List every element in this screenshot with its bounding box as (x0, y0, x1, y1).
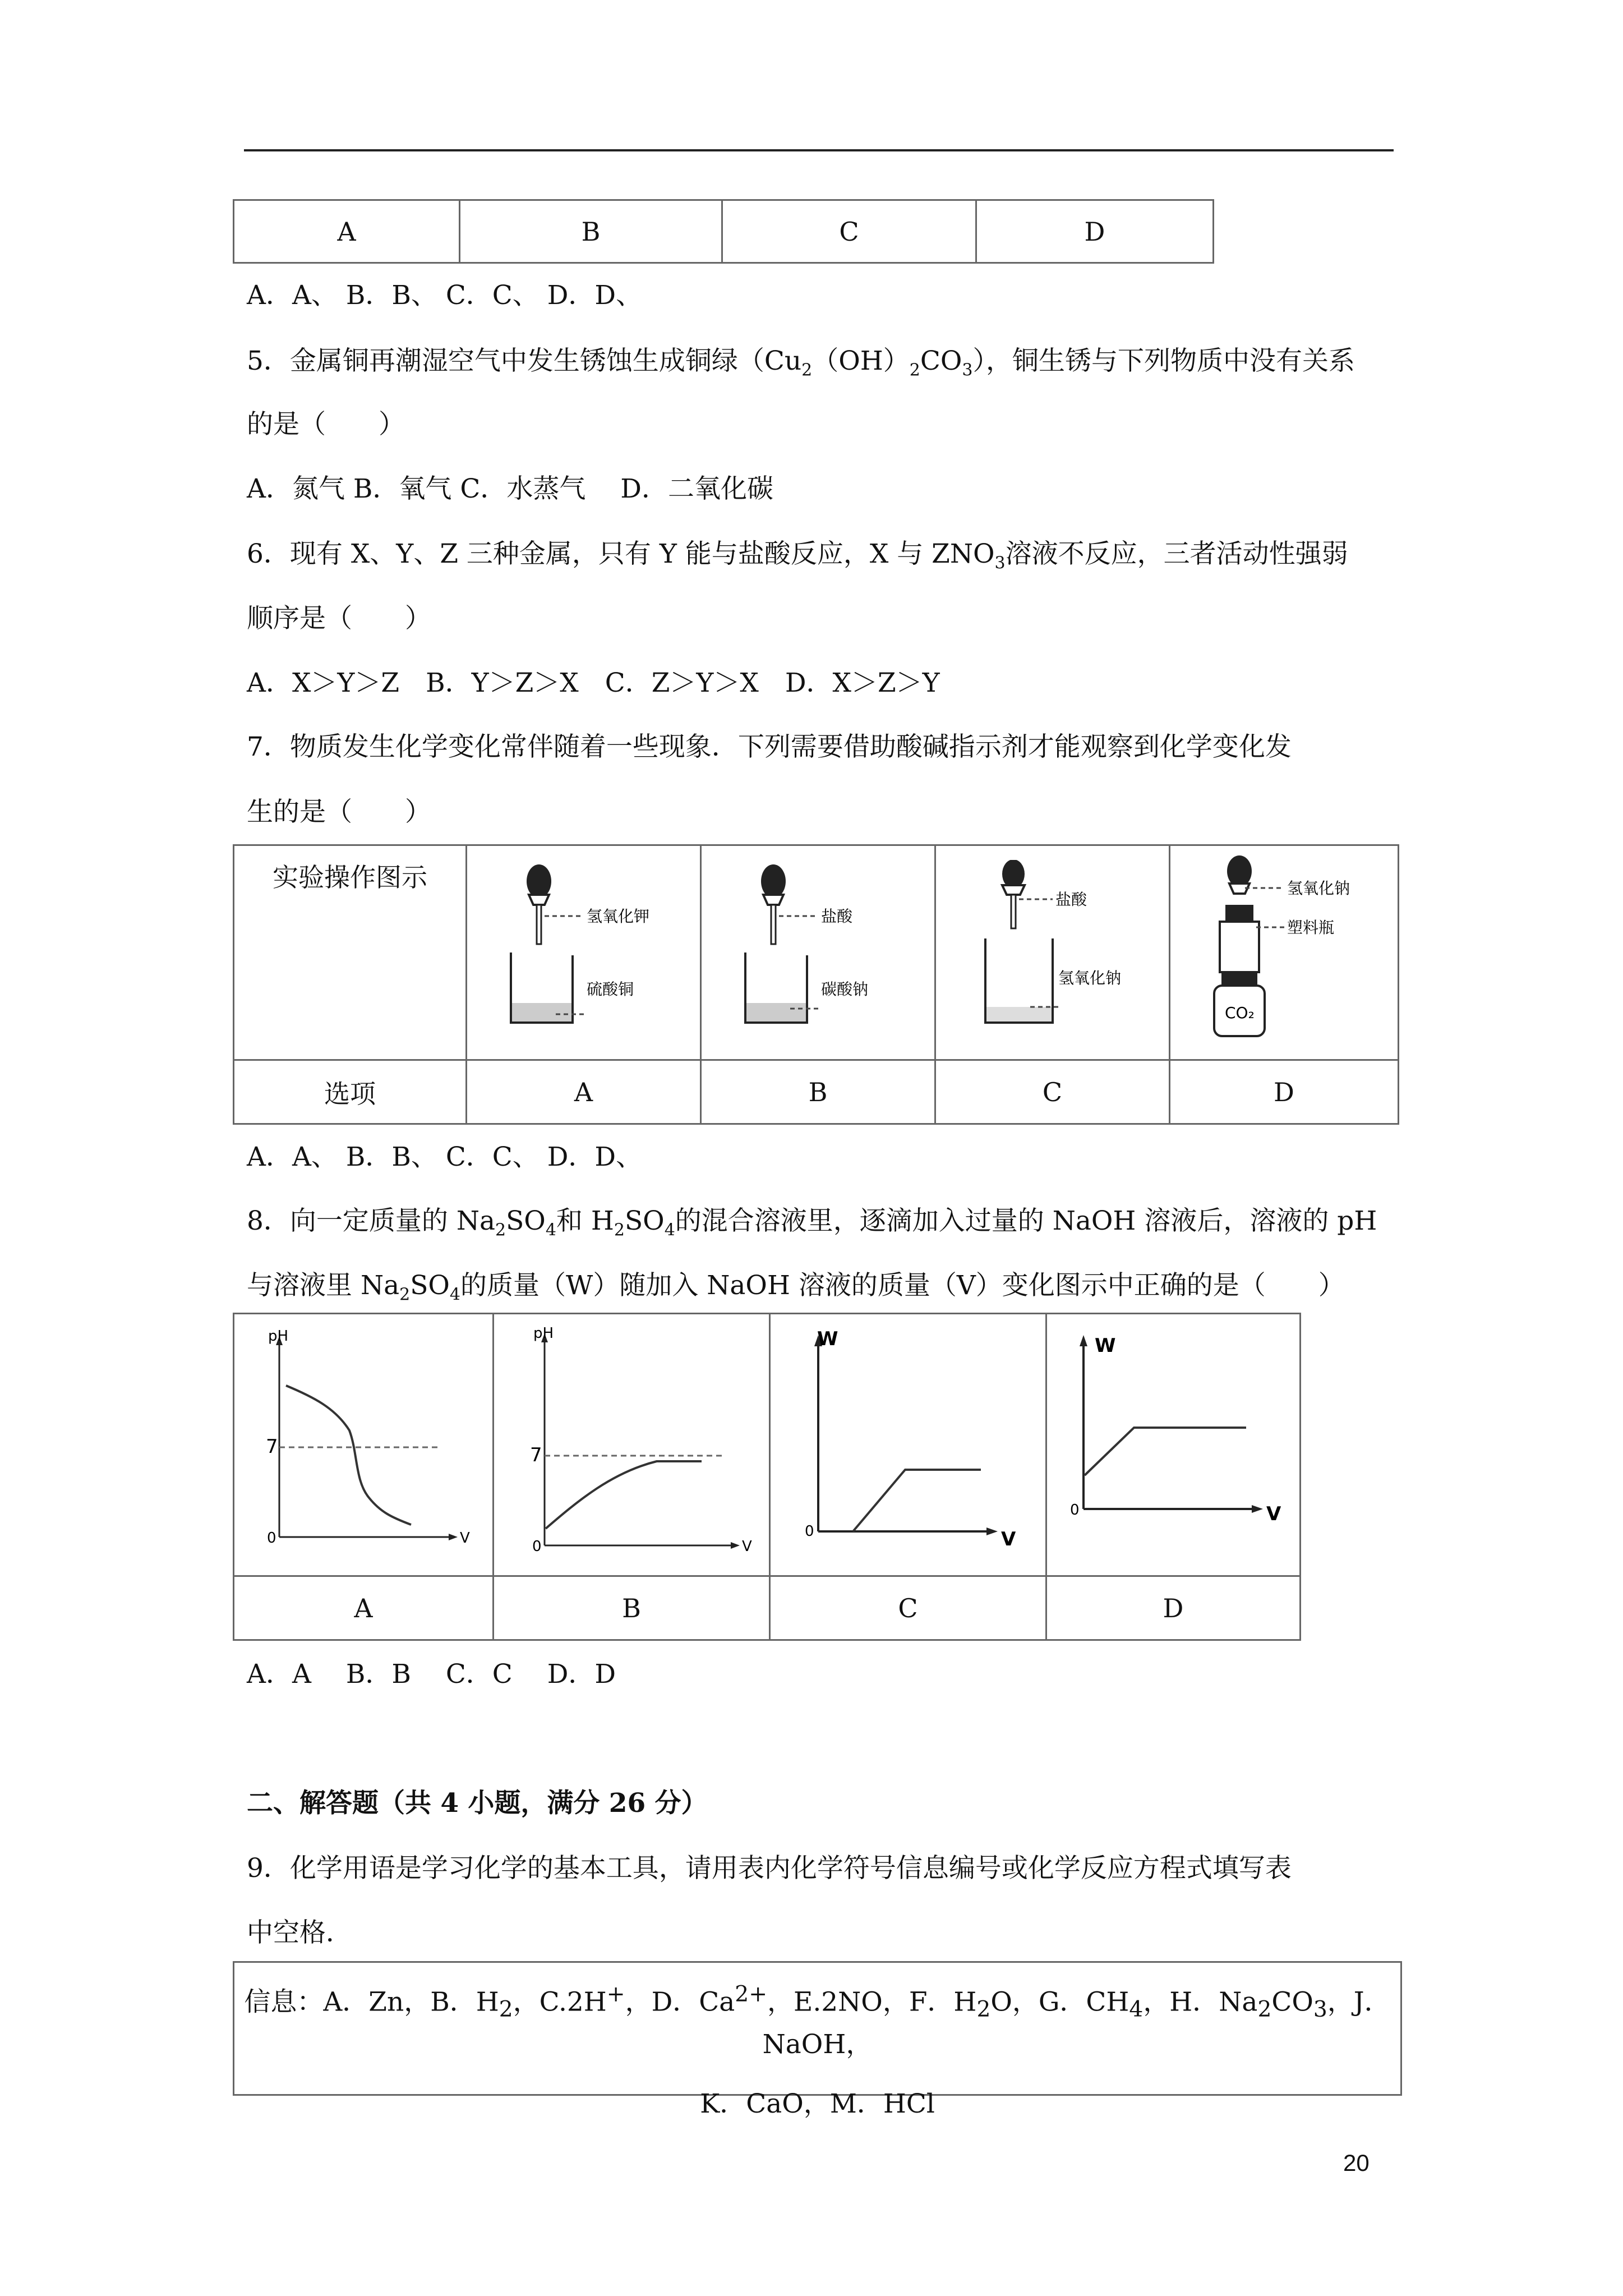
dropper-beaker-c-diagram (969, 860, 1137, 1039)
q8-line1: 8．向一定质量的 $Na_2SO_4$和 $H_2SO_4$的混合溶液里，逐滴加入过量的 NaOH 溶液后，溶液的 pH (247, 1205, 1377, 1240)
q4-label-c: C (722, 200, 976, 263)
q7-line1: 7．物质发生化学变化常伴随着一些现象．下列需要借助酸碱指示剂才能观察到化学变化发 (247, 731, 1292, 762)
dropper-beaker-b-diagram (734, 860, 902, 1039)
svg-text:7: 7 (266, 1435, 278, 1458)
svg-text:0: 0 (267, 1530, 276, 1547)
q8-options: A．A B．B C．C D．D (247, 1659, 616, 1690)
q4-options: A．A、 B．B、 C．C、 D．D、 (247, 280, 643, 311)
svg-text:W: W (1095, 1335, 1116, 1357)
fig-b-bottom-label: 碳酸钠 (820, 979, 868, 999)
svg-text:V: V (742, 1538, 752, 1555)
q4-label-b: B (460, 200, 722, 263)
q6-line1: 6．现有 X、Y、Z 三种金属，只有 Y 能与盐酸反应，X 与 $ZNO_3$溶液不反应，三者活动性强弱 (247, 539, 1348, 573)
svg-text:0: 0 (532, 1538, 542, 1555)
q7-options: A．A、 B．B、 C．C、 D．D、 (247, 1142, 643, 1172)
q4-label-d: D (976, 200, 1214, 263)
fig-d-gas-label: CO₂ (1224, 1003, 1255, 1022)
fig-c-top-label: 盐酸 (1055, 890, 1087, 909)
q7-figure-d (1170, 845, 1399, 1060)
q9-info-line2: K．CaO，M．HCl (700, 2088, 935, 2120)
svg-text:V: V (1001, 1528, 1016, 1550)
fig-a-top-label: 氢氧化钾 (586, 907, 649, 926)
w-curve-c (790, 1324, 1026, 1559)
q8-label-d: D (1046, 1576, 1301, 1640)
fig-c-bottom-label: 氢氧化钠 (1058, 968, 1121, 987)
ph-curve-a (251, 1324, 476, 1559)
q8-graph-a (234, 1314, 494, 1576)
q7-label-a: A (467, 1060, 701, 1124)
q8-graph-table (233, 1313, 1301, 1641)
fig-d-mid-label: 塑料瓶 (1287, 918, 1334, 937)
ph-curve-b (511, 1321, 752, 1562)
q8-graph-d (1046, 1314, 1301, 1576)
q9-info-line1: 信息：A．Zn，B．$H_2$，C.2H+，D．$Ca^{2+}$，E.2NO，F．$H_2O$，G．$CH_4$，H．$Na_2CO_3$，J．NaOH， (244, 1982, 1391, 2060)
fig-d-top-label: 氢氧化钠 (1287, 878, 1350, 898)
q8-label-b: B (494, 1576, 770, 1640)
q9-info-box (233, 1961, 1402, 2120)
dropper-bottle-d-diagram (1200, 854, 1368, 1045)
header-rule (244, 149, 1394, 151)
q8-line2: 与溶液里 $Na_2SO_4$的质量（W）随加入 NaOH 溶液的质量（V）变化图示中正确的是（ ） (247, 1270, 1345, 1305)
fig-b-top-label: 盐酸 (820, 907, 852, 926)
q7-label-c: C (935, 1060, 1170, 1124)
q7-label-d: D (1170, 1060, 1399, 1124)
svg-text:7: 7 (530, 1444, 542, 1466)
q4-option-table (233, 199, 1214, 264)
svg-text:pH: pH (268, 1328, 289, 1345)
q8-graph-b (494, 1314, 770, 1576)
q5-options: A．氮气 B．氧气 C．水蒸气 D．二氧化碳 (247, 473, 773, 504)
q9-line1: 9．化学用语是学习化学的基本工具，请用表内化学符号信息编号或化学反应方程式填写表 (247, 1853, 1292, 1884)
q5-line1: 5．金属铜再潮湿空气中发生锈蚀生成铜绿$(Cu_2(OH)_2CO_3)$，铜生锈与下列物质中没有关系 (247, 346, 1355, 380)
svg-text:V: V (460, 1530, 470, 1547)
page-number: 20 (1343, 2150, 1370, 2176)
q7-label-b: B (701, 1060, 935, 1124)
q6-options: A．X＞Y＞Z B．Y＞Z＞X C．Z＞Y＞X D．X＞Z＞Y (247, 668, 940, 698)
q7-line2: 生的是（ ） (247, 797, 431, 827)
q4-label-a: A (234, 200, 460, 263)
q8-label-c: C (770, 1576, 1046, 1640)
fig-a-bottom-label: 硫酸铜 (586, 979, 634, 999)
q8-graph-c (770, 1314, 1046, 1576)
svg-text:V: V (1266, 1503, 1281, 1525)
svg-text:0: 0 (1070, 1502, 1080, 1519)
svg-text:W: W (817, 1328, 838, 1350)
q6-line2: 顺序是（ ） (247, 603, 431, 634)
svg-text:0: 0 (805, 1523, 814, 1540)
q9-line2: 中空格． (247, 1917, 352, 1948)
svg-text:pH: pH (533, 1325, 554, 1342)
dropper-beaker-a-diagram (500, 860, 668, 1039)
w-curve-d (1055, 1324, 1291, 1559)
q7-figure-b (701, 845, 935, 1060)
q7-option-row-label: 选项 (234, 1060, 467, 1124)
q7-table (233, 844, 1399, 1125)
q7-figure-a (467, 845, 701, 1060)
q8-label-a: A (234, 1576, 494, 1640)
q7-figure-c (935, 845, 1170, 1060)
q7-header-cell: 实验操作图示 (234, 845, 467, 1060)
q5-line2: 的是（ ） (247, 409, 405, 440)
section2-heading: 二、解答题（共 4 小题，满分 26 分） (247, 1788, 708, 1819)
